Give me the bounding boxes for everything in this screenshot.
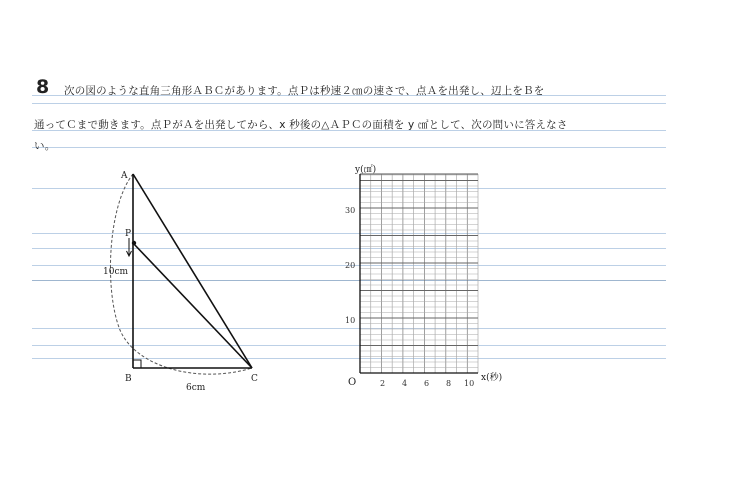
label-b: B bbox=[125, 374, 132, 384]
right-angle-mark bbox=[133, 360, 141, 368]
dashed-arc bbox=[110, 174, 252, 374]
side-ac bbox=[133, 174, 252, 368]
x-tick-label: 2 bbox=[380, 379, 386, 388]
y-tick-label: 10 bbox=[345, 316, 356, 325]
graph bbox=[345, 164, 502, 388]
label-a: A bbox=[121, 171, 128, 181]
x-tick-label: 10 bbox=[464, 379, 475, 388]
triangle-figure bbox=[103, 171, 258, 393]
label-ab-length: 10cm bbox=[103, 267, 129, 277]
x-tick-label: 6 bbox=[424, 379, 430, 388]
y-tick-label: 20 bbox=[345, 261, 356, 270]
y-tick-label: 30 bbox=[345, 206, 356, 215]
y-axis-label: y(㎠) bbox=[355, 165, 377, 175]
label-bc-length: 6cm bbox=[186, 383, 206, 393]
problem-text-line-3: い。 bbox=[34, 140, 56, 152]
problem-number: 8 bbox=[36, 76, 50, 98]
graph-grid bbox=[360, 174, 478, 373]
problem-text-line-2: 通ってＣまで動きます。点ＰがＡを出発してから、x 秒後の△ＡＰＣの面積を y ㎠として、次の問いに答えなさ bbox=[34, 119, 568, 131]
label-c: C bbox=[251, 374, 258, 384]
x-axis-label: x(秒) bbox=[481, 373, 503, 383]
label-p: P bbox=[125, 229, 132, 239]
origin-label: O bbox=[348, 377, 357, 388]
x-tick-label: 4 bbox=[402, 379, 408, 388]
segment-pc bbox=[133, 243, 252, 368]
point-p-dot bbox=[132, 241, 136, 245]
x-tick-label: 8 bbox=[446, 379, 452, 388]
problem-text-line-1: 次の図のような直角三角形ＡＢＣがあります。点Ｐは秒速２㎝の速さで、点Ａを出発し、辺上をＢを bbox=[64, 85, 545, 97]
